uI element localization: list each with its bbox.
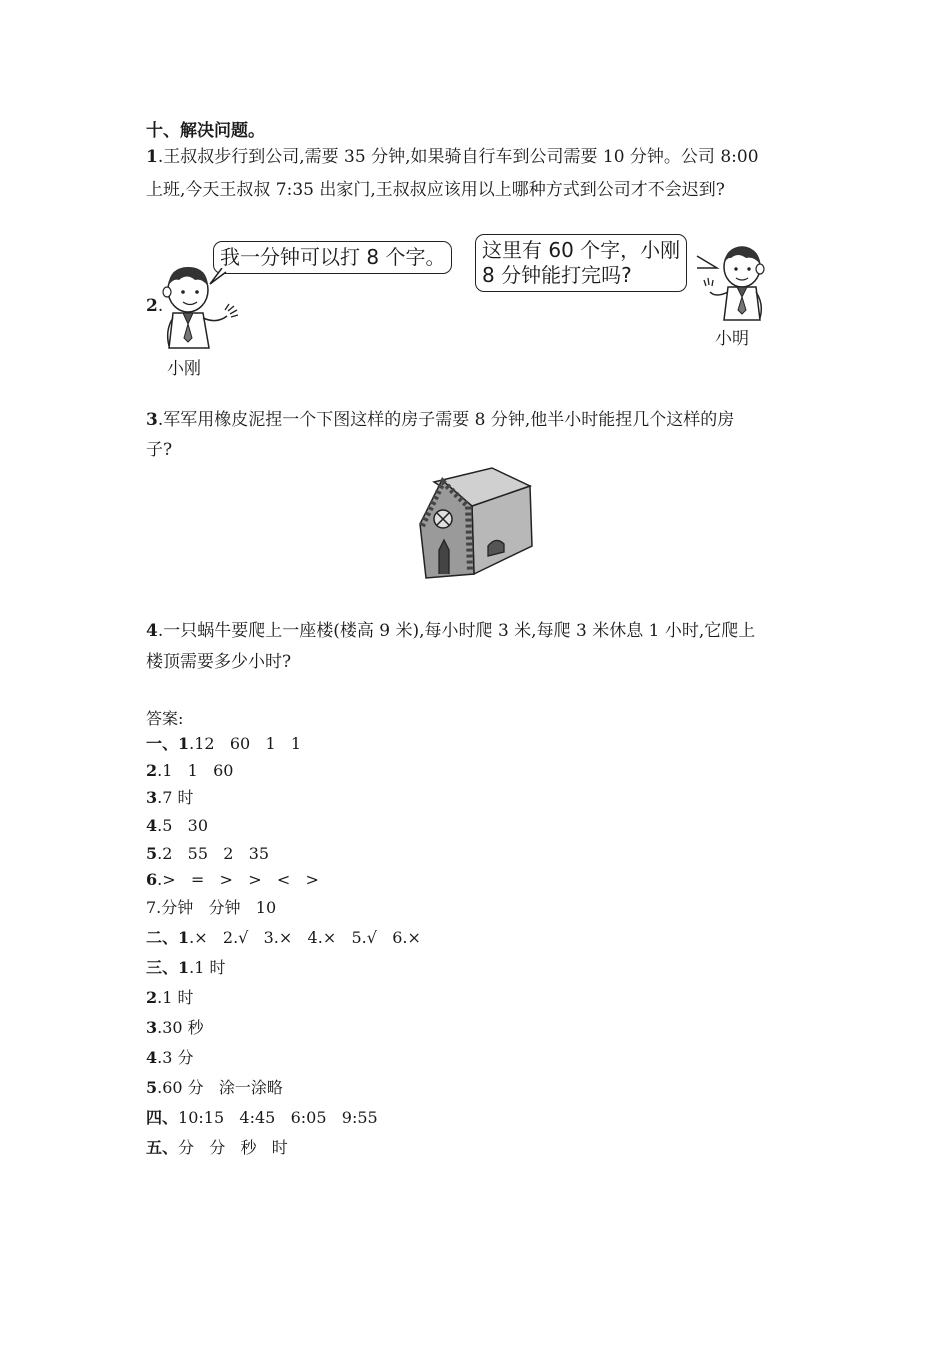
answer-number: 5	[146, 844, 158, 863]
answer-number: 4	[146, 816, 158, 835]
answer-line	[146, 987, 194, 1009]
answer-text: .1 时	[157, 988, 194, 1007]
answers-heading: 答案:	[146, 709, 184, 728]
question-3-line-2: 子?	[146, 440, 173, 460]
answer-number: 3	[146, 1018, 158, 1037]
answer-line	[146, 957, 226, 979]
answer-line	[146, 760, 233, 782]
answer-number: 1	[178, 734, 190, 753]
answer-text: .7 时	[157, 788, 194, 807]
name-label-xiaogang: 小刚	[167, 359, 201, 379]
answer-text: 7.分钟 分钟 10	[146, 898, 277, 917]
answer-number: 1	[178, 958, 190, 977]
answer-line	[146, 897, 276, 919]
speech-bubble-right	[475, 234, 687, 292]
answer-line	[146, 1077, 283, 1099]
question-1-line-2: 上班,今天王叔叔 7:35 出家门,王叔叔应该用以上哪种方式到公司才不会迟到?	[146, 180, 725, 200]
answer-line	[146, 927, 421, 949]
question-3-number: 3	[146, 410, 158, 430]
answer-line	[146, 1047, 194, 1069]
question-4-line-2: 楼顶需要多少小时?	[146, 652, 292, 672]
question-2-number: 2	[146, 296, 158, 316]
question-2-dot: .	[157, 296, 164, 316]
answer-text: .30 秒	[157, 1018, 204, 1037]
answer-number: 2	[146, 988, 158, 1007]
boy-xiaoming-illustration	[700, 240, 780, 326]
answer-text: 10:15 4:45 6:05 9:55	[178, 1108, 378, 1127]
answer-line	[146, 733, 301, 755]
speech-bubble-right-line-2: 8 分钟能打完吗?	[482, 263, 632, 287]
answer-text: 分 分 秒 时	[178, 1138, 288, 1157]
answer-section-prefix: 四、	[146, 1108, 179, 1127]
answer-line	[146, 1017, 204, 1039]
answer-number: 1	[178, 928, 190, 947]
answer-line	[146, 869, 319, 891]
answer-number: 2	[146, 761, 158, 780]
answer-line	[146, 843, 269, 865]
answer-number: 6	[146, 870, 158, 889]
answer-section-prefix: 三、	[146, 958, 179, 977]
answer-text: .3 分	[157, 1048, 194, 1067]
answer-number: 5	[146, 1078, 158, 1097]
question-3-line-1	[146, 406, 734, 434]
answer-text: .× 2.√ 3.× 4.× 5.√ 6.×	[189, 928, 421, 947]
answer-line	[146, 1107, 378, 1129]
answer-text: .2 55 2 35	[157, 844, 270, 863]
answer-text: .60 分 涂一涂略	[157, 1078, 283, 1097]
answer-line	[146, 815, 208, 837]
answer-section-prefix: 二、	[146, 928, 179, 947]
answer-line	[146, 1137, 288, 1159]
answer-number: 4	[146, 1048, 158, 1067]
question-1-number: 1	[146, 147, 158, 167]
answer-text: .5 30	[157, 816, 209, 835]
answer-line	[146, 787, 194, 809]
answer-text: .12 60 1 1	[189, 734, 302, 753]
speech-bubble-left-text: 我一分钟可以打 8 个字。	[220, 245, 446, 269]
clay-house-illustration	[412, 466, 537, 586]
question-4-line-1	[146, 617, 755, 645]
speech-bubble-left-tail	[206, 268, 228, 288]
answer-number: 3	[146, 788, 158, 807]
speech-bubble-right-line-1: 这里有 60 个字，小刚	[482, 238, 681, 262]
question-1-text-1: .王叔叔步行到公司,需要 35 分钟,如果骑自行车到公司需要 10 分钟。公司 8:00	[157, 147, 759, 167]
speech-bubble-left	[213, 241, 452, 274]
name-label-xiaoming: 小明	[715, 329, 749, 349]
answer-section-prefix: 五、	[146, 1138, 179, 1157]
question-4-text-1: .一只蜗牛要爬上一座楼(楼高 9 米),每小时爬 3 米,每爬 3 米休息 1 小时,它爬上	[157, 621, 756, 641]
answer-text: .1 1 60	[157, 761, 234, 780]
answer-text: .> = > > < >	[157, 870, 319, 889]
section-heading: 十、解决问题。	[146, 121, 265, 141]
question-1-line-1	[146, 143, 759, 171]
answer-text: .1 时	[189, 958, 226, 977]
question-3-text-1: .军军用橡皮泥捏一个下图这样的房子需要 8 分钟,他半小时能捏几个这样的房	[157, 410, 735, 430]
question-4-number: 4	[146, 621, 158, 641]
answer-section-prefix: 一、	[146, 734, 179, 753]
